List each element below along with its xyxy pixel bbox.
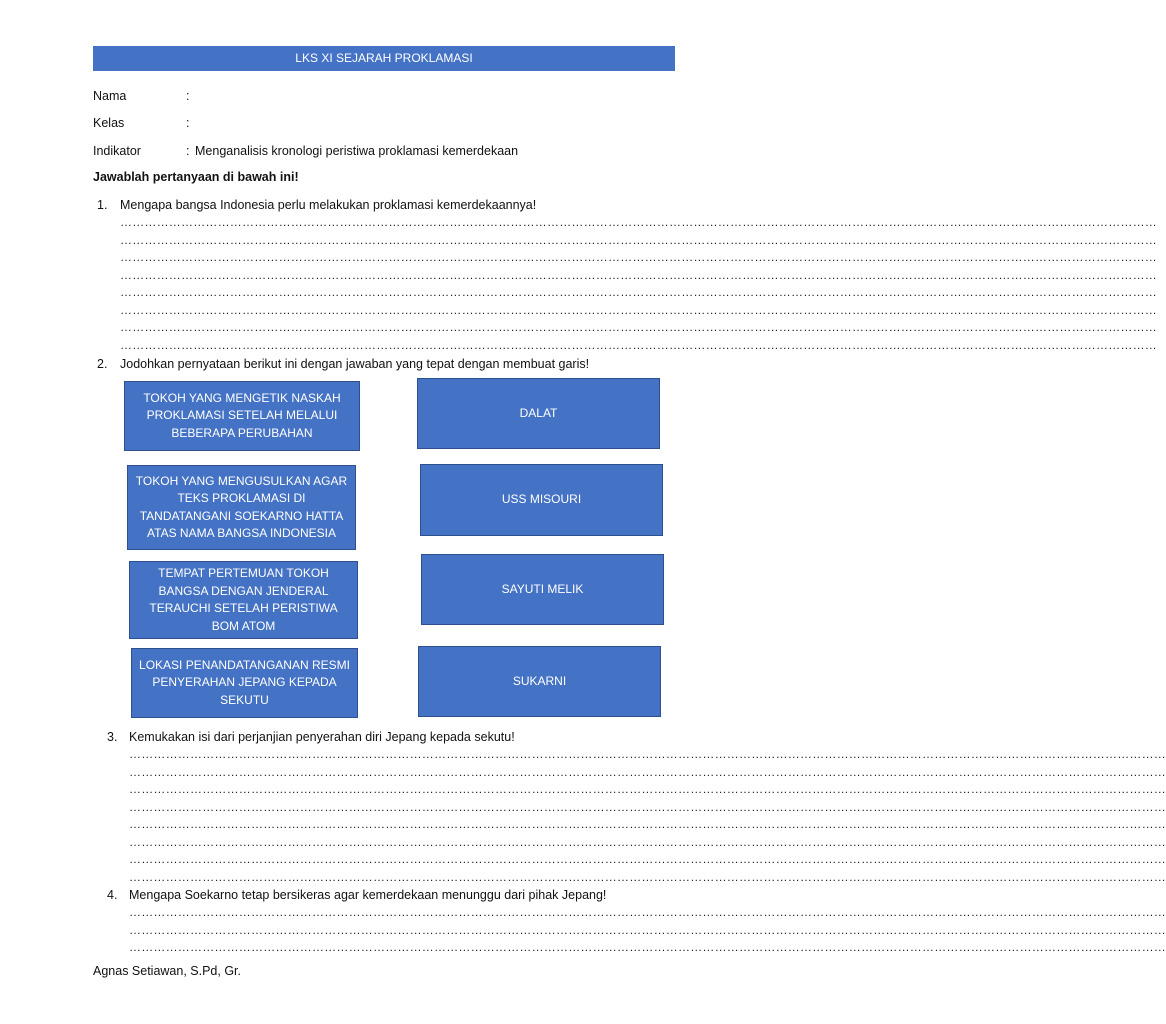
answer-line: ………………………………………………………………………………………………………………………………………………………………………………………………………………………………… <box>120 337 1157 352</box>
matching-answer-2[interactable]: USS MISOURI <box>420 464 663 536</box>
answer-line: ………………………………………………………………………………………………………………………………………………………………………………………………………………………………… <box>129 869 1166 884</box>
matching-statement-2[interactable]: TOKOH YANG MENGUSULKAN AGAR TEKS PROKLAMASI DI TANDATANGANI SOEKARNO HATTA ATAS NAMA BANGSA INDONESIA <box>127 465 356 550</box>
answer-line: ………………………………………………………………………………………………………………………………………………………………………………………………………………………………… <box>120 320 1157 334</box>
answer-line: ………………………………………………………………………………………………………………………………………………………………………………………………………………………………… <box>120 250 1157 264</box>
answer-line: ………………………………………………………………………………………………………………………………………………………………………………………………………………………………… <box>129 782 1166 796</box>
answer-line: ………………………………………………………………………………………………………………………………………………………………………………………………………………………………… <box>120 267 1157 282</box>
answer-line: ………………………………………………………………………………………………………………………………………………………………………………………………………………………………… <box>120 285 1157 299</box>
question-1 <box>97 197 657 213</box>
field-colon: : <box>186 144 190 158</box>
answer-lines-1 <box>120 214 1157 354</box>
matching-statement-3[interactable]: TEMPAT PERTEMUAN TOKOH BANGSA DENGAN JENDERAL TERAUCHI SETELAH PERISTIWA BOM ATOM <box>129 561 358 639</box>
answer-line: ………………………………………………………………………………………………………………………………………………………………………………………………………………………………… <box>129 834 1166 849</box>
answer-line: ………………………………………………………………………………………………………………………………………………………………………………………………………………………………… <box>129 764 1166 779</box>
question-text: Mengapa bangsa Indonesia perlu melakukan proklamasi kemerdekaannya! <box>120 198 537 212</box>
answer-lines-3 <box>129 746 1166 886</box>
question-3 <box>107 729 667 745</box>
question-number: 2. <box>97 357 108 371</box>
author-footer: Agnas Setiawan, S.Pd, Gr. <box>93 964 241 978</box>
question-text: Kemukakan isi dari perjanjian penyerahan diri Jepang kepada sekutu! <box>129 730 515 744</box>
field-label: Indikator <box>93 144 141 158</box>
matching-statement-1[interactable]: TOKOH YANG MENGETIK NASKAH PROKLAMASI SETELAH MELALUI BEBERAPA PERUBAHAN <box>124 381 360 451</box>
answer-line: ………………………………………………………………………………………………………………………………………………………………………………………………………………………………… <box>120 302 1157 317</box>
answer-line: ………………………………………………………………………………………………………………………………………………………………………………………………………………………………… <box>129 799 1166 814</box>
answer-line: ………………………………………………………………………………………………………………………………………………………………………………………………………………………………… <box>120 232 1157 247</box>
answer-line: ………………………………………………………………………………………………………………………………………………………………………………………………………………………………… <box>129 747 1166 761</box>
answer-lines-4 <box>129 904 1166 957</box>
matching-answer-4[interactable]: SUKARNI <box>418 646 661 717</box>
answer-line: ………………………………………………………………………………………………………………………………………………………………………………………………………………………………… <box>129 905 1166 919</box>
question-number: 4. <box>107 888 118 902</box>
worksheet-title: LKS XI SEJARAH PROKLAMASI <box>93 46 675 71</box>
field-label: Kelas <box>93 116 125 130</box>
field-label: Nama <box>93 89 127 103</box>
question-4 <box>107 887 667 903</box>
matching-answer-1[interactable]: DALAT <box>417 378 660 449</box>
answer-line: ………………………………………………………………………………………………………………………………………………………………………………………………………………………………… <box>120 215 1157 229</box>
question-text: Mengapa Soekarno tetap bersikeras agar kemerdekaan menunggu dari pihak Jepang! <box>129 888 607 902</box>
answer-line: ………………………………………………………………………………………………………………………………………………………………………………………………………………………………… <box>129 852 1166 866</box>
answer-line: ………………………………………………………………………………………………………………………………………………………………………………………………………………………………… <box>129 817 1166 831</box>
answer-line: ………………………………………………………………………………………………………………………………………………………………………………………………………………………………… <box>129 940 1166 954</box>
question-number: 3. <box>107 730 118 744</box>
question-number: 1. <box>97 198 108 212</box>
matching-answer-3[interactable]: SAYUTI MELIK <box>421 554 664 625</box>
matching-statement-4[interactable]: LOKASI PENANDATANGANAN RESMI PENYERAHAN JEPANG KEPADA SEKUTU <box>131 648 358 718</box>
field-value: Menganalisis kronologi peristiwa proklamasi kemerdekaan <box>195 144 519 158</box>
answer-line: ………………………………………………………………………………………………………………………………………………………………………………………………………………………………… <box>129 922 1166 937</box>
field-colon: : <box>186 89 190 103</box>
question-2 <box>97 356 657 372</box>
question-text: Jodohkan pernyataan berikut ini dengan jawaban yang tepat dengan membuat garis! <box>120 357 590 371</box>
field-colon: : <box>186 116 190 130</box>
instruction: Jawablah pertanyaan di bawah ini! <box>93 170 299 184</box>
